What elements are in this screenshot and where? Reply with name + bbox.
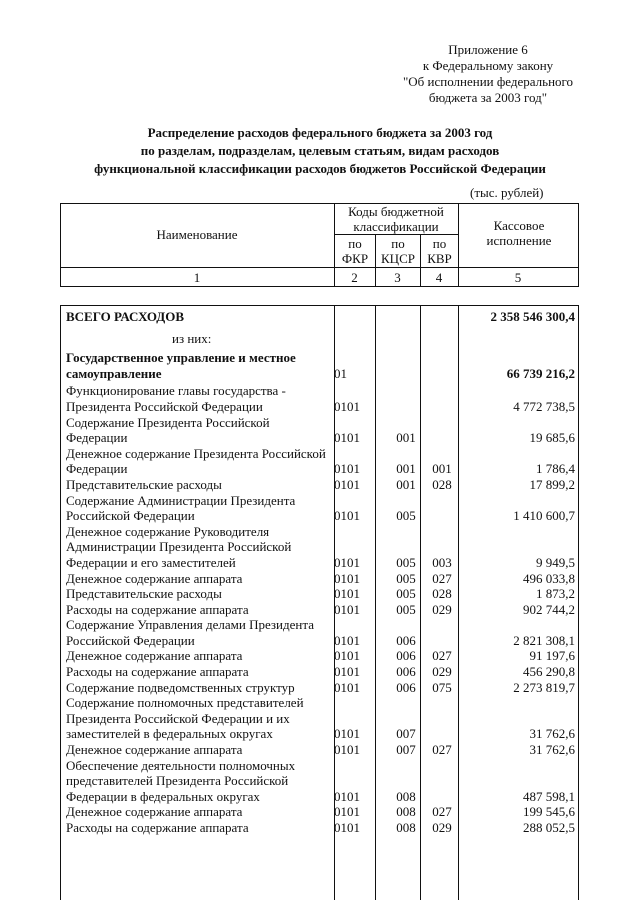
row-amount: 487 598,1 [523,788,575,804]
row-amount: 2 273 819,7 [513,679,575,695]
row-kcsr: 001 [396,430,416,446]
row-amount: 66 739 216,2 [506,365,575,381]
row-amount: 4 772 738,5 [513,398,575,414]
row-kcsr: 005 [396,601,416,617]
table-row [60,617,579,648]
row-name: Государственное управление и местное самоуправление [66,350,296,381]
row-kvr: 029 [432,601,452,617]
row-name: Содержание Администрации Президента Российской Федерации [66,492,296,524]
row-kvr: 027 [432,804,452,820]
row-fkr: 0101 [334,586,360,602]
table-row [60,758,579,805]
row-kvr: 028 [432,476,452,492]
row-fkr: 0101 [334,554,360,570]
title-line: функциональной классификации расходов бюджетов Российской Федерации [94,161,546,176]
table-row [60,415,579,446]
table-row [60,820,579,836]
row-kcsr: 006 [396,679,416,695]
appendix-line: Приложение 6 [448,42,528,57]
row-name: Содержание Президента Российской Федерации [66,414,270,446]
row-kvr: 028 [432,586,452,602]
header-execution: Кассовое исполнение [486,218,552,248]
row-kcsr: 006 [396,664,416,680]
row-fkr: 0101 [334,788,360,804]
row-fkr: 0101 [334,476,360,492]
row-amount: 2 821 308,1 [513,632,575,648]
table-row [60,383,579,414]
row-amount: 19 685,6 [529,430,575,446]
row-fkr: 0101 [334,726,360,742]
header-kcsr: по КЦСР [381,236,415,266]
table-rows [60,309,579,836]
header-border [60,203,579,204]
appendix-line: бюджета за 2003 год" [428,90,548,105]
row-name: Расходы на содержание аппарата [66,601,249,617]
row-amount: 9 949,5 [536,554,575,570]
body-top-border [60,305,579,306]
row-amount: 456 290,8 [523,664,575,680]
row-amount: 288 052,5 [523,820,575,835]
row-name: Обеспечение деятельности полномочных представителей Президента Российской Федерации в федеральных округах [66,757,296,804]
row-kcsr: 005 [396,570,416,586]
row-name: из них: [172,330,212,346]
table-row [60,602,579,618]
row-name: Денежное содержание аппарата [66,570,243,586]
header-border [334,234,458,235]
column-number: 3 [394,270,401,285]
row-amount: 199 545,6 [523,804,575,820]
row-kcsr: 001 [396,476,416,492]
row-kcsr: 001 [396,461,416,477]
row-fkr: 0101 [334,632,360,648]
header-codes-group: Коды бюджетной классификации [348,204,444,234]
row-name: Представительские расходы [66,476,222,492]
header-fkr: по ФКР [341,236,369,266]
appendix-line: "Об исполнении федерального [402,74,574,89]
row-amount: 1 410 600,7 [513,508,575,524]
table-row [60,309,579,325]
row-kvr: 027 [432,570,452,586]
row-name: Денежное содержание аппарата [66,804,243,820]
row-kvr: 001 [432,461,452,477]
row-amount: 902 744,2 [523,601,575,617]
column-number: 4 [435,270,443,285]
row-kcsr: 008 [396,820,416,835]
row-kcsr: 007 [396,726,416,742]
row-name: Функционирование главы государства - Президента Российской Федерации [66,383,286,414]
table-header [60,203,579,287]
row-fkr: 0101 [334,508,360,524]
row-name: Денежное содержание Президента Российской Федерации [66,445,326,477]
row-kvr: 029 [432,664,452,680]
header-border [578,203,579,287]
row-name: Содержание Управления делами Президента Российской Федерации [66,617,314,648]
table-row [60,493,579,524]
row-kvr: 003 [432,554,452,570]
table-row [60,680,579,696]
appendix-note [388,42,588,106]
row-amount: 1 873,2 [536,586,575,602]
header-border [60,267,579,268]
title-line: Распределение расходов федерального бюджета за 2003 год [147,125,493,140]
column-number: 2 [351,270,358,285]
row-kcsr: 006 [396,648,416,664]
row-amount: 2 358 546 300,4 [490,309,575,324]
row-amount: 91 197,6 [529,648,575,664]
row-amount: 496 033,8 [523,570,575,586]
row-amount: 17 899,2 [529,476,575,492]
row-fkr: 0101 [334,601,360,617]
row-name: Расходы на содержание аппарата [66,664,249,680]
table-row [60,586,579,602]
row-kcsr: 005 [396,554,416,570]
row-fkr: 0101 [334,648,360,664]
header-border [60,286,579,287]
row-amount: 1 786,4 [536,461,575,477]
table-row [60,742,579,758]
table-body [60,297,579,900]
table-row [60,571,579,587]
row-amount: 31 762,6 [529,726,575,742]
document-title [40,124,600,178]
header-name: Наименование [156,227,238,242]
row-name: ВСЕГО РАСХОДОВ [66,309,185,324]
table-row [60,446,579,477]
table-row [60,648,579,664]
header-kvr: по КВР [427,236,452,266]
row-fkr: 0101 [334,820,360,835]
row-name: Содержание подведомственных структур [66,679,295,695]
row-fkr: 0101 [334,742,360,758]
row-kcsr: 008 [396,788,416,804]
row-kcsr: 007 [396,742,416,758]
row-fkr: 0101 [334,570,360,586]
row-fkr: 0101 [334,804,360,820]
row-name: Расходы на содержание аппарата [66,820,249,835]
row-fkr: 0101 [334,461,360,477]
row-fkr: 01 [334,365,347,381]
column-number: 5 [514,270,522,285]
row-fkr: 0101 [334,430,360,446]
title-line: по разделам, подразделам, целевым статьям, видам расходов [140,143,500,158]
row-name: Денежное содержание аппарата [66,648,243,664]
table-row [60,804,579,820]
units-label: (тыс. рублей) [470,185,544,200]
row-kvr: 027 [432,742,452,758]
appendix-line: к Федеральному закону [422,58,554,73]
table-row [60,695,579,742]
row-fkr: 0101 [334,664,360,680]
table-row [60,477,579,493]
column-number: 1 [193,270,201,285]
row-name: Содержание полномочных представителей Президента Российской Федерации и их заместителей в федеральных округах [66,695,304,742]
row-kcsr: 006 [396,632,416,648]
row-fkr: 0101 [334,398,360,414]
row-name: Денежное содержание аппарата [66,742,243,758]
row-name: Денежное содержание Руководителя Администрации Президента Российской Федерации и его заместителей [66,523,292,570]
row-name: Представительские расходы [66,586,222,602]
row-kvr: 075 [432,679,452,695]
row-kvr: 027 [432,648,452,664]
table-row [60,664,579,680]
row-amount: 31 762,6 [529,742,575,758]
row-kcsr: 008 [396,804,416,820]
row-kcsr: 005 [396,508,416,524]
row-kcsr: 005 [396,586,416,602]
table-row [60,331,579,347]
table-row [60,350,579,381]
row-kvr: 029 [432,820,452,835]
table-row [60,524,579,571]
row-fkr: 0101 [334,679,360,695]
